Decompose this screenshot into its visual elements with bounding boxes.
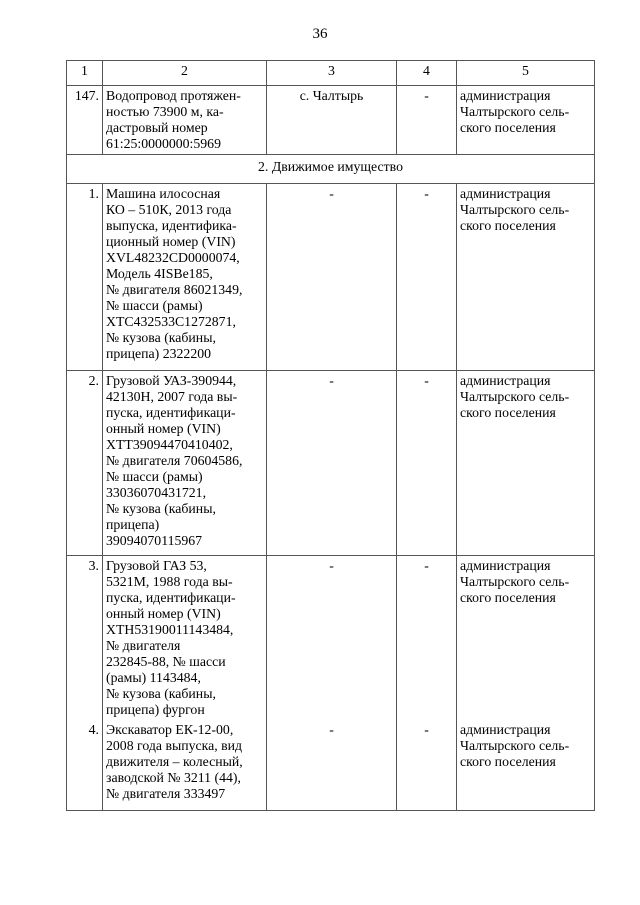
item-description: Грузовой УАЗ-390944, 42130H, 2007 года вы- пуска, идентификаци- онный номер (VIN) XTT39094470410402, № двигателя 70604586, № шасси (рамы) 33036070431721, № кузова (кабины, прицепа) 39094070115967: [103, 371, 267, 556]
table-row: [67, 371, 595, 556]
item-owner: администрация Чалтырского сель- ского поселения: [457, 556, 595, 721]
column-header-1: 1: [67, 61, 103, 86]
item-col4: -: [397, 720, 457, 811]
table-header-row: [67, 61, 595, 86]
column-header-5: 5: [457, 61, 595, 86]
table-row: [67, 184, 595, 371]
table-row: [67, 720, 595, 811]
row-number: 1.: [67, 184, 103, 371]
row-number: 147.: [67, 86, 103, 155]
table-row: [67, 556, 595, 721]
item-location: -: [267, 720, 397, 811]
item-location: -: [267, 184, 397, 371]
section-heading-row: [67, 155, 595, 184]
item-location: с. Чалтырь: [267, 86, 397, 155]
column-header-4: 4: [397, 61, 457, 86]
item-owner: администрация Чалтырского сель- ского поселения: [457, 184, 595, 371]
section-title: 2. Движимое имущество: [67, 155, 595, 184]
item-col4: -: [397, 556, 457, 721]
item-description: Машина илососная КО – 510К, 2013 года выпуска, идентифика- ционный номер (VIN) XVL48232CD0000074, Модель 4ISBe185, № двигателя 86021349, № шасси (рамы) XTC432533C1272871, № кузова (кабины, прицепа) 2322200: [103, 184, 267, 371]
item-col4: -: [397, 86, 457, 155]
row-number: 4.: [67, 720, 103, 811]
item-description: Грузовой ГАЗ 53, 5321M, 1988 года вы- пуска, идентификаци- онный номер (VIN) XTH53190011143484, № двигателя 232845-88, № шасси (рамы) 1143484, № кузова (кабины, прицепа) фургон: [103, 556, 267, 721]
column-header-3: 3: [267, 61, 397, 86]
item-location: -: [267, 556, 397, 721]
row-number: 3.: [67, 556, 103, 721]
row-number: 2.: [67, 371, 103, 556]
item-col4: -: [397, 371, 457, 556]
item-owner: администрация Чалтырского сель- ского поселения: [457, 720, 595, 811]
table-row: [67, 86, 595, 155]
property-registry-table: [66, 60, 595, 811]
item-location: -: [267, 371, 397, 556]
item-owner: администрация Чалтырского сель- ского поселения: [457, 86, 595, 155]
item-description: Экскаватор ЕК-12-00, 2008 года выпуска, вид движителя – колесный, заводской № 3211 (44), № двигателя 333497: [103, 720, 267, 811]
item-description: Водопровод протяжен- ностью 73900 м, ка- дастровый номер 61:25:0000000:5969: [103, 86, 267, 155]
page-number: 36: [312, 26, 328, 42]
item-col4: -: [397, 184, 457, 371]
item-owner: администрация Чалтырского сель- ского поселения: [457, 371, 595, 556]
column-header-2: 2: [103, 61, 267, 86]
